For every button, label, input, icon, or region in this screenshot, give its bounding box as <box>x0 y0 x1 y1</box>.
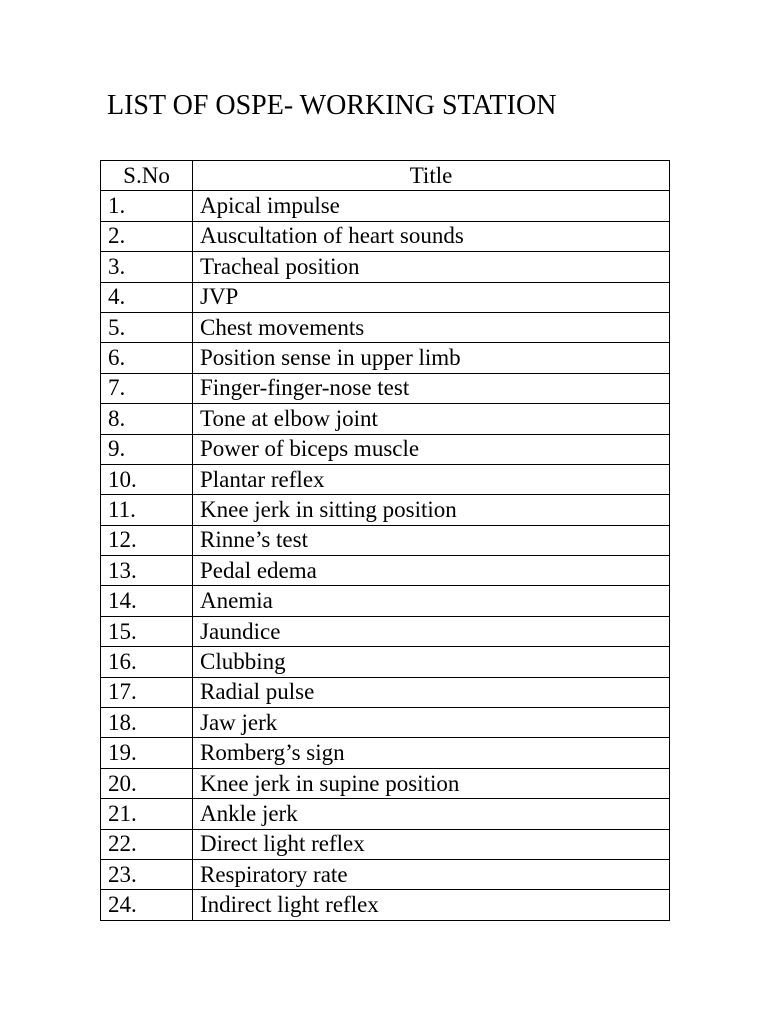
table-row <box>101 647 670 677</box>
row-title: JVP <box>193 282 670 312</box>
row-sno: 10. <box>101 464 193 494</box>
row-sno: 11. <box>101 495 193 525</box>
row-title: Anemia <box>193 586 670 616</box>
column-header-sno: S.No <box>101 161 193 191</box>
row-title: Knee jerk in supine position <box>193 768 670 798</box>
row-title: Auscultation of heart sounds <box>193 221 670 251</box>
table-row <box>101 708 670 738</box>
table-row <box>101 373 670 403</box>
row-title: Chest movements <box>193 312 670 342</box>
row-sno: 7. <box>101 373 193 403</box>
row-sno: 3. <box>101 252 193 282</box>
table-row <box>101 282 670 312</box>
table-row <box>101 495 670 525</box>
table-row <box>101 859 670 889</box>
table-row <box>101 221 670 251</box>
column-header-title: Title <box>193 161 670 191</box>
row-sno: 5. <box>101 312 193 342</box>
row-sno: 15. <box>101 616 193 646</box>
row-title: Direct light reflex <box>193 829 670 859</box>
row-sno: 2. <box>101 221 193 251</box>
row-title: Finger-finger-nose test <box>193 373 670 403</box>
table-row <box>101 525 670 555</box>
row-sno: 22. <box>101 829 193 859</box>
page-title: LIST OF OSPE- WORKING STATION <box>107 90 557 121</box>
row-title: Jaundice <box>193 616 670 646</box>
row-title: Clubbing <box>193 647 670 677</box>
row-sno: 12. <box>101 525 193 555</box>
row-title: Power of biceps muscle <box>193 434 670 464</box>
row-title: Jaw jerk <box>193 708 670 738</box>
row-title: Romberg’s sign <box>193 738 670 768</box>
row-sno: 14. <box>101 586 193 616</box>
row-title: Ankle jerk <box>193 799 670 829</box>
table-row <box>101 556 670 586</box>
table-row <box>101 829 670 859</box>
row-sno: 24. <box>101 890 193 920</box>
row-title: Tone at elbow joint <box>193 404 670 434</box>
row-sno: 18. <box>101 708 193 738</box>
row-title: Knee jerk in sitting position <box>193 495 670 525</box>
table-row <box>101 768 670 798</box>
table-row <box>101 191 670 221</box>
row-sno: 6. <box>101 343 193 373</box>
table-row <box>101 890 670 920</box>
row-sno: 8. <box>101 404 193 434</box>
table-row <box>101 738 670 768</box>
row-sno: 9. <box>101 434 193 464</box>
table-row <box>101 464 670 494</box>
row-title: Tracheal position <box>193 252 670 282</box>
row-title: Apical impulse <box>193 191 670 221</box>
row-sno: 23. <box>101 859 193 889</box>
row-sno: 17. <box>101 677 193 707</box>
table-row <box>101 799 670 829</box>
table-header-row <box>101 161 670 191</box>
row-title: Indirect light reflex <box>193 890 670 920</box>
row-sno: 16. <box>101 647 193 677</box>
row-sno: 19. <box>101 738 193 768</box>
row-sno: 1. <box>101 191 193 221</box>
row-sno: 20. <box>101 768 193 798</box>
table-row <box>101 343 670 373</box>
table-row <box>101 677 670 707</box>
row-title: Radial pulse <box>193 677 670 707</box>
row-title: Plantar reflex <box>193 464 670 494</box>
row-sno: 4. <box>101 282 193 312</box>
row-title: Respiratory rate <box>193 859 670 889</box>
row-title: Position sense in upper limb <box>193 343 670 373</box>
table-row <box>101 404 670 434</box>
table-row <box>101 434 670 464</box>
table-row <box>101 252 670 282</box>
row-title: Rinne’s test <box>193 525 670 555</box>
table-body <box>101 191 670 920</box>
stations-table <box>100 160 670 921</box>
table-row <box>101 586 670 616</box>
row-sno: 13. <box>101 556 193 586</box>
row-sno: 21. <box>101 799 193 829</box>
table-row <box>101 312 670 342</box>
table-row <box>101 616 670 646</box>
row-title: Pedal edema <box>193 556 670 586</box>
